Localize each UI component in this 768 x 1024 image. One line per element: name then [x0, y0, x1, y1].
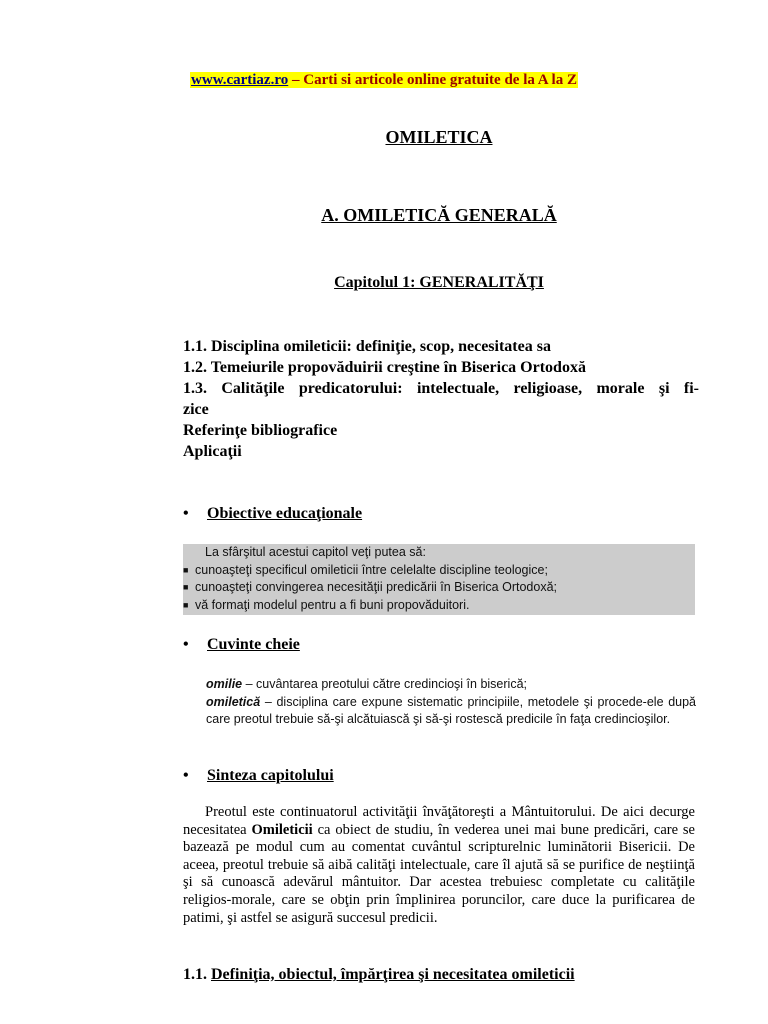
- square-bullet-icon: ■: [183, 599, 189, 610]
- synthesis-heading: [183, 767, 334, 785]
- site-banner: [0, 72, 768, 89]
- bullet-icon: •: [183, 767, 189, 784]
- objectives-box: [183, 544, 695, 615]
- site-tagline: – Carti si articole online gratuite de la A la Z: [288, 72, 577, 88]
- toc-item: 1.3. Calităţile predicatorului: intelectuale, religioase, morale şi fi-: [183, 380, 699, 397]
- bullet-icon: •: [183, 636, 189, 653]
- synthesis-part: Preotul este continuatorul activităţii învăţătoreşti a Mântuitorului. De aici decurge necesitatea: [183, 804, 695, 838]
- square-bullet-icon: ■: [183, 564, 189, 575]
- section-number: 1.1.: [183, 966, 211, 983]
- objective-item-text: cunoaşteţi convingerea necesităţii predicării în Biserica Ortodoxă;: [195, 580, 557, 594]
- bullet-icon: •: [183, 505, 189, 522]
- toc-item: 1.2. Temeiurile propovăduirii creştine în Biserica Ortodoxă: [183, 359, 586, 376]
- objectives-heading-text: Obiective educaţionale: [207, 505, 363, 522]
- synthesis-heading-text: Sinteza capitolului: [207, 767, 334, 784]
- square-bullet-icon: ■: [183, 582, 189, 592]
- toc-item: Aplicaţii: [183, 443, 242, 460]
- synthesis-paragraph: [183, 804, 695, 927]
- section-heading: [183, 966, 575, 984]
- keywords-heading-text: Cuvinte cheie: [207, 636, 300, 653]
- synthesis-emphasis: Omileticii: [251, 821, 313, 838]
- keyword-entry: [206, 676, 696, 694]
- toc-item: Referinţe bibliografice: [183, 422, 338, 439]
- banner-highlight: [190, 72, 578, 88]
- toc-item: zice: [183, 401, 209, 418]
- keyword-term: omiletică: [206, 694, 261, 709]
- toc-item: 1.1. Disciplina omileticii: definiţie, scop, necesitatea sa: [183, 338, 551, 355]
- keyword-definition: – cuvântarea preotului către credincioşi în biserică;: [242, 677, 527, 691]
- main-title: OMILETICA: [385, 127, 493, 147]
- synthesis-text: [183, 804, 695, 927]
- objective-item-text: vă formaţi modelul pentru a fi buni propovăduitori.: [195, 597, 470, 612]
- objective-item-text: cunoaşteţi specificul omileticii între celelalte discipline teologice;: [195, 562, 548, 577]
- objective-item: [183, 597, 695, 615]
- keyword-term: omilie: [206, 677, 243, 691]
- synthesis-part: ca obiect de studiu, în vederea unei mai bune predicări, care se bazează pe modul cum au comentat cuvântul scripturelnic luminătorii Bisericii. De aceea, preotul trebuie să aibă calităţi intelectuale, care îl ajută să se purifice de neştiinţă şi să cunoască adevărul mântuitor. Dar acestea trebuiesc completate cu calităţile religios-morale, care se obţin prin împlinirea poruncilor, care duce la purificarea de patimi, şi astfel se asigură succesul predicii.: [183, 821, 695, 926]
- objective-item: [183, 579, 695, 597]
- chapter-title: Capitolul 1: GENERALITĂŢI: [334, 274, 544, 291]
- keywords-heading: [183, 636, 300, 654]
- site-link[interactable]: www.cartiaz.ro: [191, 72, 289, 88]
- keyword-entry: [206, 694, 696, 729]
- keyword-definition: – disciplina care expune sistematic principiile, metodele şi procede-ele după care preotul trebuie să-şi alcătuiască şi să-şi rostescă predicile în faţa credincioşilor.: [206, 694, 696, 726]
- objectives-heading: [183, 505, 362, 523]
- section-title: Definiţia, obiectul, împărţirea şi necesitatea omileticii: [211, 966, 575, 983]
- chapter-contents: [183, 336, 699, 462]
- objective-item: [183, 562, 695, 580]
- objectives-intro: La sfârşitul acestui capitol veţi putea să:: [205, 545, 426, 559]
- keywords-list: [206, 676, 696, 729]
- part-title: A. OMILETICĂ GENERALĂ: [321, 205, 557, 225]
